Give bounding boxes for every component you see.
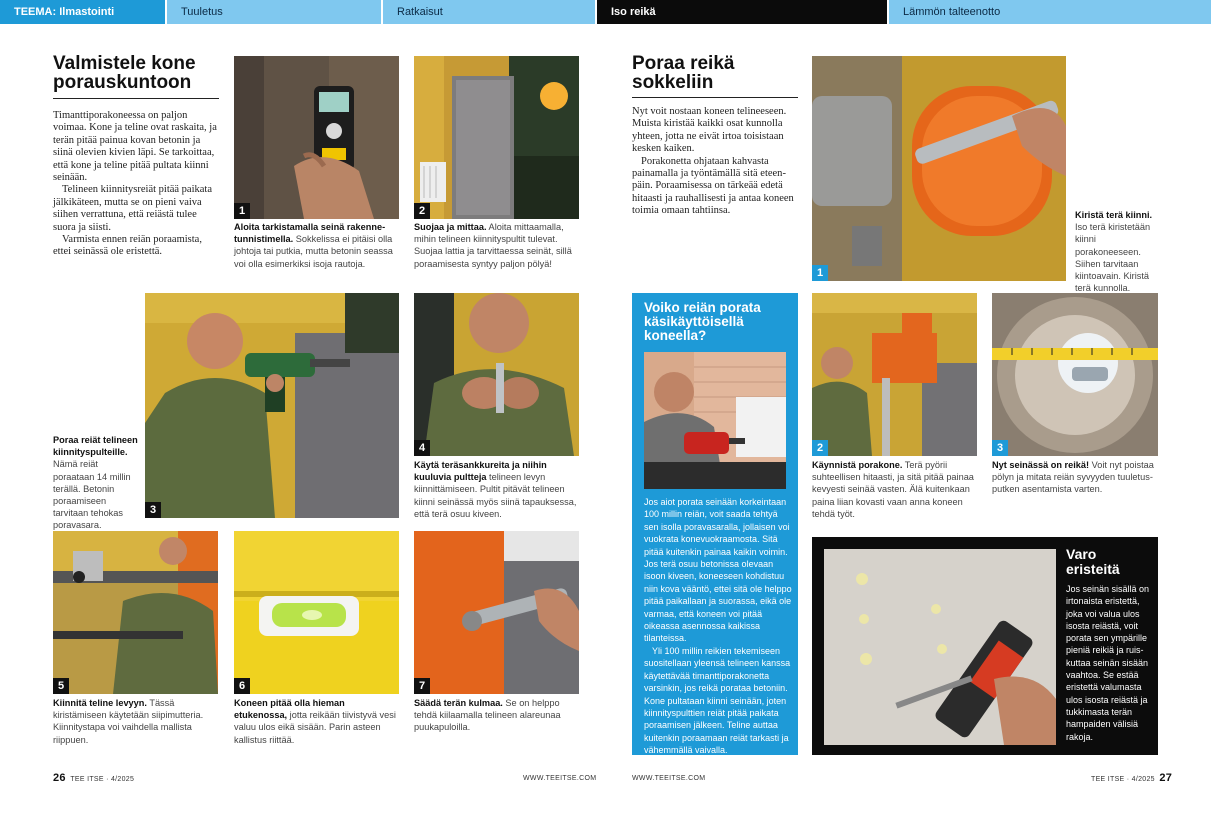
left-folio	[53, 772, 134, 784]
step-number-badge: 6	[234, 678, 250, 694]
paragraph: Porakonetta ohjataan kahvasta painamalla ja työntämällä sitä eteenpäin. Poraamisessa on tärkeää edetä hitaasti ja rauhallisesti ja antaa koneen toimia omaan tahtiinsa.	[632, 155, 794, 217]
step-number-badge: 4	[414, 440, 430, 456]
paragraph: Varmista ennen reiän poraamista, ettei seinässä ole eristettä.	[53, 234, 202, 258]
caption-step-3: Poraa reiät telineen kiinnityspulteille. Nämä reiät poraataan 14 millin terällä. Betonin poraamiseen tarvitaan tehokas poravasara.	[53, 435, 138, 531]
info-box-text	[644, 496, 792, 757]
caption-step-1: Aloita tarkistamalla seinä rakennetunnistimella. Sokkelissa ei pitäisi olla johtoja tai putkia, mutta betonin seassa voi olla esimerkiksi isoja rautoja.	[234, 222, 393, 269]
photo-step-2-protection	[414, 56, 579, 219]
caption-step-2: Suojaa ja mittaa. Aloita mittaamalla, mihin telineen kiinnityspultit tulevat. Suojaa lattia ja tarvittaessa seinät, sillä poraamisesta syntyy paljon pölyä!	[414, 222, 572, 269]
theme-tab: TEEMA: Ilmastointi	[0, 0, 167, 24]
step-number-badge: 5	[53, 678, 69, 694]
photo-step-4-anchors	[414, 293, 579, 456]
right-folio	[1091, 772, 1172, 784]
tab-lammon-talteenotto: Lämmön talteenotto	[889, 0, 1211, 24]
warning-box-insulation	[812, 537, 1158, 755]
photo-step-3-drilling	[145, 293, 399, 518]
warning-box-title: Varo eristeitä	[1066, 546, 1120, 577]
info-box-title: Voiko reiän porata käsikäyttöisellä koneella?	[644, 300, 761, 343]
step-number-badge: 3	[992, 440, 1008, 456]
photo-foam-gun	[824, 549, 1056, 745]
paragraph: Nyt voit nostaan koneen telineeseen. Muista kiristää kaikki osat kunnolla yhteen, jotta ne eivät irtoa toisistaan kesken kaiken.	[632, 106, 787, 155]
step-number-badge: 1	[812, 265, 828, 281]
caption-right-step-3: Nyt seinässä on reikä! Voit nyt poistaa pölyn ja mitata reiän syvyyden tuuletusputken asentamista varten.	[992, 460, 1154, 495]
step-number-badge: 7	[414, 678, 430, 694]
left-intro-text	[53, 110, 219, 259]
info-box-hand-drill	[632, 293, 798, 755]
title-rule	[632, 97, 798, 98]
tab-tuuletus: Tuuletus	[167, 0, 383, 24]
paragraph: Jos aiot porata seinään korkeintaan 100 millin reiän, voit saada tehtyä sen isolla poravasaralla, jollaisen voi vuokrata konevuokraamosta. Sitä pitää kuitenkin painaa kaikin voimin. Jos terä osuu betonissa olevaan isoon kiveen, koneeseen kohdistuu niin kova vääntö, ettei sitä ole helppo pitää paikallaan ja suorassa, eikä ole varmaa, että koneen voi pitää oikeassa asennossa kaikissa tilanteissa.	[644, 497, 792, 644]
warning-box-text: Jos seinän sisällä on irtonaista eristettä, joka voi valua ulos isosta reiästä, voit porata sen ympärille pieniä reikiä ja ruiskuttaa seinän sisään vaahtoa. Se estää eristettä valumasta ulos isosta reiästä ja tukkimasta terän hampaiden välisiä rakoja.	[1066, 584, 1150, 742]
photo-step-6-level	[234, 531, 399, 694]
left-page-title: Valmistele kone porauskuntoon	[53, 53, 196, 93]
photo-right-step-2-drilling	[812, 293, 977, 456]
step-number-badge: 1	[234, 203, 250, 219]
right-folio-url: WWW.TEEITSE.COM	[632, 775, 706, 782]
photo-step-1-stud-finder	[234, 56, 399, 219]
paragraph: Timanttiporakoneessa on paljon voimaa. Kone ja teline ovat raskaita, ja terän pitää painua kovan betonin ja siinä olevien kivien läpi. Se tarkoittaa, että kone ja teline pitää pultata kiinni seinään.	[53, 110, 217, 184]
photo-step-5-rig	[53, 531, 218, 694]
right-intro-text	[632, 106, 798, 218]
paragraph: Yli 100 millin reikien tekemiseen suositellaan yleensä telineen kanssa käytettävää timanttiporakonetta varsinkin, jos reikä porataa betoniin. Kone pultataan kiinni seinään, joten kiinnityspulttien reiät pitää paikata poraamisen jälkeen. Teline auttaa kuitenkin poraamaan reiät tarkasti ja vähemmällä vaivalla.	[644, 645, 791, 756]
caption-step-6: Koneen pitää olla hieman etukenossa, jotta reikään tiivistyvä vesi valuu ulos eikä sisään. Parin asteen kallistus riittää.	[234, 698, 396, 745]
photo-right-step-3-hole	[992, 293, 1158, 456]
paragraph: Telineen kiinnitysreiät pitää paikata jälkikäteen, mutta se on pieni vaiva siihen verrattuna, että reiästä tulee suora ja siisti.	[53, 184, 212, 233]
caption-step-5: Kiinnitä teline levyyn. Tässä kiristämiseen käytetään siipimutteria. Kiinnitystapa voi vaihdella mallista riippuen.	[53, 698, 204, 745]
photo-hand-drill	[644, 352, 786, 489]
section-navigation	[0, 0, 1211, 24]
page-number: 27	[1159, 772, 1173, 784]
step-number-badge: 2	[414, 203, 430, 219]
title-rule	[53, 98, 219, 99]
caption-step-4: Käytä teräsankkureita ja niihin kuuluvia pultteja telineen levyn kiinnittämiseen. Pultit pitävät telineen kiinni seinässä myös siinä tapauksessa, että terä osuu kiveen.	[414, 460, 577, 519]
tab-ratkaisut: Ratkaisut	[383, 0, 597, 24]
right-page-title: Poraa reikä sokkeliin	[632, 53, 735, 93]
photo-step-7-angle	[414, 531, 579, 694]
tab-iso-reika: Iso reikä	[597, 0, 889, 24]
step-number-badge: 3	[145, 502, 161, 518]
photo-right-step-1-core-bit	[812, 56, 1066, 281]
caption-step-7: Säädä terän kulmaa. Se on helppo tehdä kiilaamalla telineen alareunaa puukapuloilla.	[414, 698, 561, 733]
left-folio-url: WWW.TEEITSE.COM	[523, 775, 597, 782]
step-number-badge: 2	[812, 440, 828, 456]
page-number: 26	[53, 772, 66, 784]
issue-label: TEE ITSE · 4/2025	[70, 776, 135, 783]
issue-label: TEE ITSE · 4/2025	[1091, 776, 1155, 783]
caption-right-step-2: Käynnistä porakone. Terä pyörii suhteellisen hitaasti, ja sitä pitää painaa kevyesti seinää vasten. Älä kuitenkaan paina liian kovasti vaan anna koneen tehdä työt.	[812, 460, 974, 519]
caption-right-step-1: Kiristä terä kiinni. Iso terä kiristetään kiinni porakoneeseen. Siihen tarvitaan kiintoavain. Kiristä terä kunnolla.	[1075, 210, 1153, 294]
